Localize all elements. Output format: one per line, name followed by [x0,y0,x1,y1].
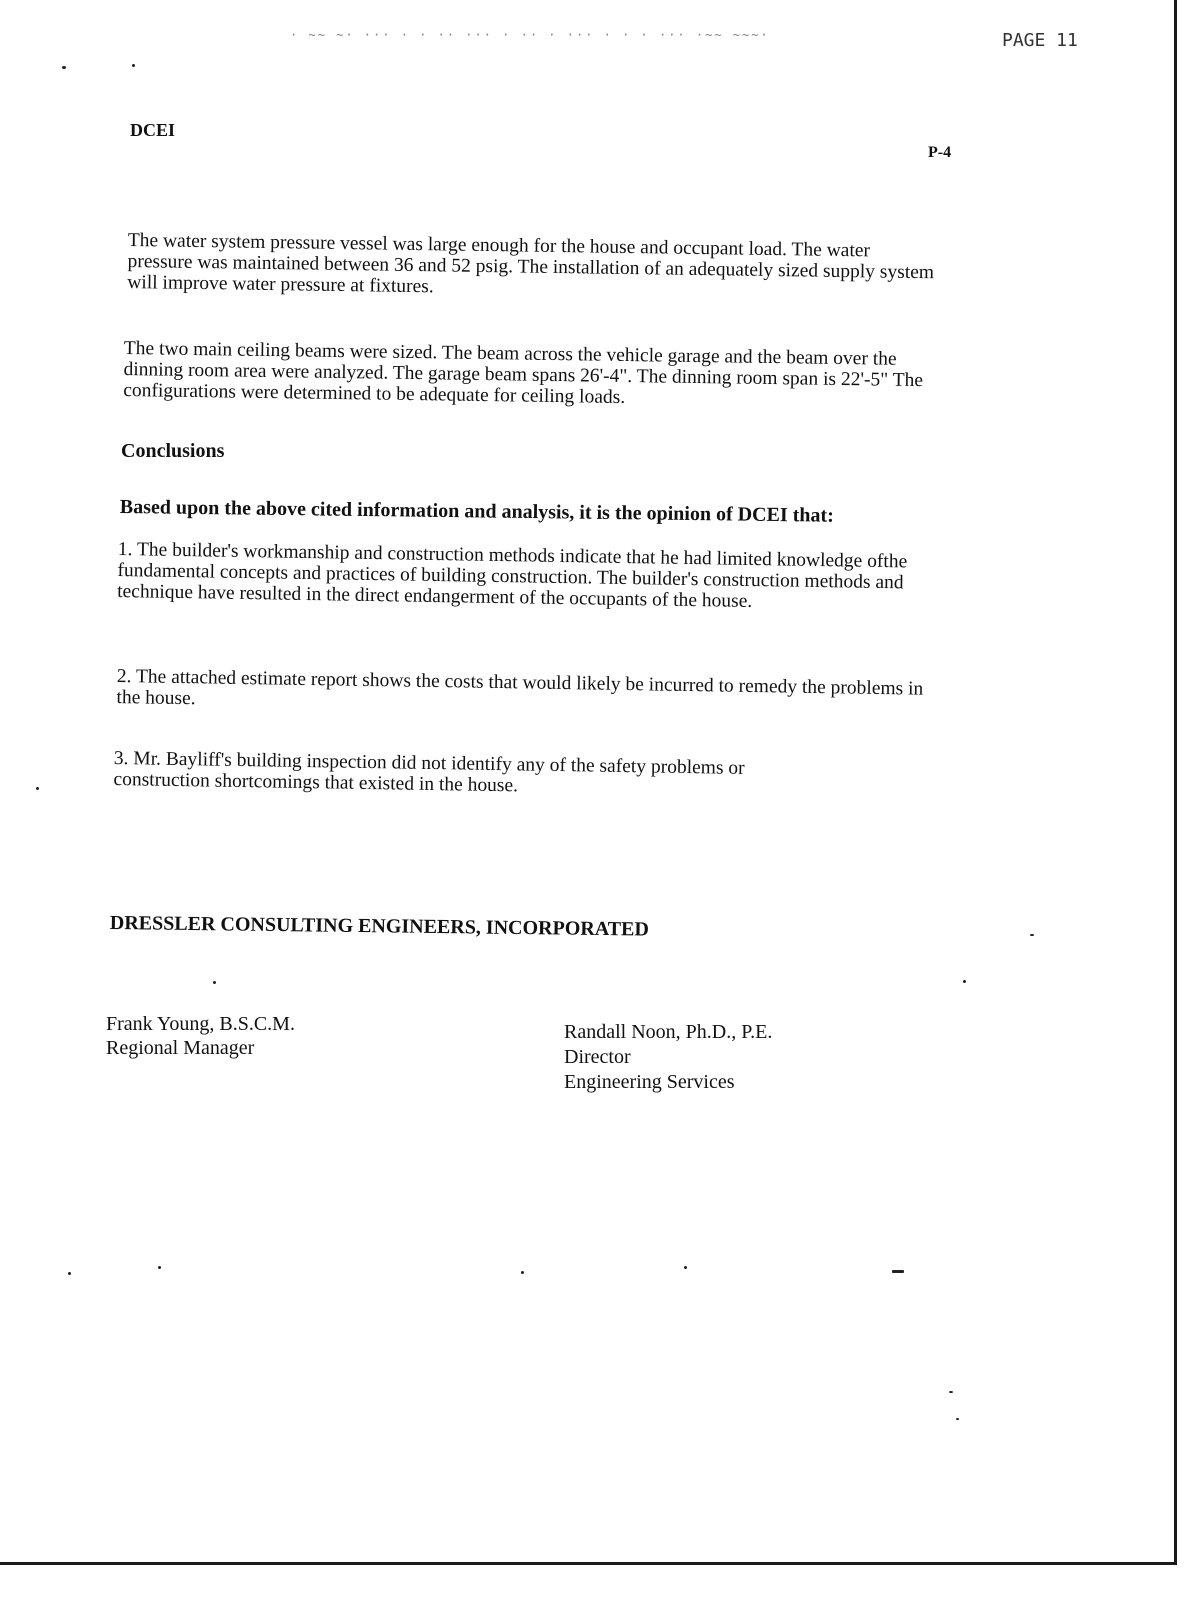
fax-page-number: PAGE 11 [1002,30,1078,51]
scan-speck [158,1266,161,1269]
signatory-title: Regional Manager [106,1037,255,1059]
scan-speck [963,980,966,983]
signatory-right [564,1020,772,1095]
scan-border-right [1174,0,1177,1565]
company-name: DRESSLER CONSULTING ENGINEERS, INCORPORATED [109,912,649,941]
scan-speck [521,1271,524,1274]
scan-speck [949,1391,953,1393]
scan-speck [1030,934,1034,936]
paragraph-water-system: The water system pressure vessel was large enough for the house and occupant load. The water pressure was maintained between 36 and 52 psig. The installation of an adequately sized supply system will improve water pressure at fixtures. [127,230,935,298]
scan-border-bottom [0,1562,1177,1565]
conclusions-lead: Based upon the above cited information and analysis, it is the opinion of DCEI that: [119,496,834,527]
signatory-left [106,1012,295,1060]
scan-speck [956,1418,959,1420]
signatory-name: Randall Noon, Ph.D., P.E. [564,1021,773,1043]
scan-speck [684,1266,687,1269]
scan-speck [36,787,39,790]
conclusion-item: 2. The attached estimate report shows the costs that would likely be incurred to remedy the problems in the house. [116,666,924,710]
fax-transmission-header: · ~~ ~· ··· · · ·· ··· · ·· · ··· · · · ··· ·~~ ~~~· [290,28,770,42]
signatory-title: Director [564,1046,631,1068]
signatory-name: Frank Young, B.S.C.M. [106,1013,295,1035]
scan-speck [132,64,135,67]
scan-speck [62,66,66,69]
paragraph-ceiling-beams: The two main ceiling beams were sized. The beam across the vehicle garage and the beam over the dinning room area were analyzed. The garage beam spans 26'-4". The dinning room span is 22'-5" The configurations were determined to be adequate for ceiling loads. [123,338,924,409]
conclusion-item: 3. Mr. Bayliff's building inspection did not identify any of the safety problems or construction shortcomings that existed in the house. [113,748,745,797]
scan-speck [68,1272,71,1275]
page-code: P-4 [928,144,952,161]
scan-speck [213,981,216,984]
org-code: DCEI [130,120,176,140]
conclusion-item: 1. The builder's workmanship and construction methods indicate that he had limited knowledge ofthe fundamental concepts and practices of building construction. The builder's construction methods and technique have resulted in the direct endangerment of the occupants of the house. [117,539,908,612]
scan-speck [892,1270,904,1273]
signatory-department: Engineering Services [564,1071,735,1093]
conclusions-heading: Conclusions [121,440,225,462]
